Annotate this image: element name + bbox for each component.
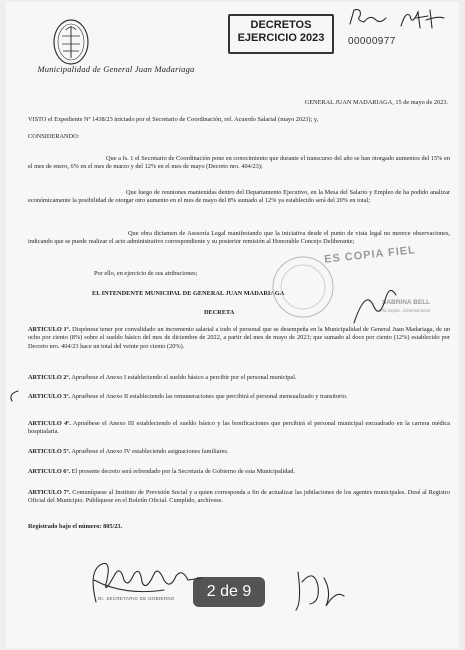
registrado-line: Registrado bajo el número: 805/23. [28,523,123,530]
considerando-paragraph-2: Que luego de reuniones mantenidas dentro del Departamento Ejecutivo, en la Mesa del Salario y Empleo de ha podido analizar económicamente la posibilidad de otorgar otro aumento en el mes de mayo del 8% sumado al 12% ya establecido será del 20% en total; [28,189,450,205]
articulo-4-label: ARTICULO 4º. [28,420,71,427]
articulo-4-text: Apruébese el Anexo III estableciendo el sueldo básico y las bonificaciones que percibirá el personal municipal encuadrado en la carrera médica hospitalaria. [28,420,450,436]
articulo-3 [28,393,450,401]
date-line: GENERAL JUAN MADARIAGA, 15 de mayo de 2023. [304,99,448,106]
articulo-6-label: ARTICULO 6º. [28,468,71,475]
articulo-7 [28,489,450,506]
stamp-line-1: DECRETOS [250,19,312,31]
articulo-6 [28,468,450,476]
por-ello-line: Por ello, en ejercicio de sus atribuciones; [94,270,198,277]
articulo-3-label: ARTICULO 3º. [28,393,71,400]
visto-paragraph: VISTO el Expediente Nº 1438/23 iniciado por el Secretario de Coordinación, ref. Acuerdo Salarial (mayo 2023); y, [28,116,319,123]
page-indicator: 2 de 9 [193,577,265,607]
stamp-line-2: EJERCICIO 2023 [237,32,325,44]
articulo-5-label: ARTICULO 5º. [28,448,71,455]
articulo-7-text: Comuníquese al Instituto de Previsión Social y a quien corresponda a fin de actualizar las jubilaciones de los agentes municipales. Desé al Registro Oficial del Municipio. Publíquese en el Boletín Oficial. Cumplido, archívese. [28,489,450,505]
handwritten-initials-icon [346,6,451,32]
signature-right-icon [284,562,354,614]
round-seal-icon [268,252,338,322]
articulo-5 [28,448,450,456]
municipality-name: Municipalidad de General Juan Madariaga [37,64,195,74]
copy-stamp: ES COPIA FIEL [323,244,417,266]
considerando-paragraph-1: Que a fs. 1 el Secretario de Coordinación pone en conocimiento que durante el transcurso del año se han otorgado aumentos del 15% en el mes de enero, 6% en el mes de marzo y del 12% en el mes de mayo (Decreto nro. 404/23); [28,155,450,171]
margin-mark-icon [6,388,22,404]
overlay-signature-icon [346,277,416,327]
considerando-heading: CONSIDERANDO: [28,133,80,140]
articulo-3-text: Apruébese el Anexo II estableciendo las remuneraciones que percibirá el personal mensualizado y transitorio. [71,393,348,400]
articulo-2-text: Apruébese el Anexo I estableciendo el sueldo básico a percibir por el personal municipal. [71,374,297,381]
articulo-2-label: ARTICULO 2º. [28,374,71,381]
intendente-heading: EL INTENDENTE MUNICIPAL DE GENERAL JUAN MADARIAGA [92,290,285,297]
decreta-heading: DECRETA [204,309,235,316]
document-page [6,2,459,648]
articulo-1-label: ARTICULO 1º. [28,326,71,333]
municipal-logo-icon [36,14,106,70]
stamp-name: SABRINA BELL [382,299,431,306]
articulo-7-label: ARTICULO 7º. [28,489,71,496]
articulo-1 [28,326,450,351]
stamp-role: Jefa Depto. Administrativo [378,308,431,313]
articulo-4 [28,420,450,437]
signature-caption: Dr. SECRETARIO DE GOBIERNO [98,596,175,601]
articulo-5-text: Apruébese el Anexo IV estableciendo asignaciones familiares. [71,448,229,455]
decretos-stamp [228,14,334,54]
articulo-6-text: El presente decreto será refrendado por la Secretaría de Gobierno de esta Municipalidad. [71,468,295,475]
articulo-2 [28,374,450,382]
considerando-paragraph-3: Que obra dictamen de Asesoría Legal manifestando que la iniciativa desde el punto de vista legal no merece observaciones, indicando que se puede realizar el acto administrativo correspondiente y su posterior remisión al Honorable Concejo Deliberante; [28,230,450,246]
articulo-1-text: Dispónese tener por convalidado un incremento salarial a todo el personal que se desempeña en la Municipalidad de General Juan Madariaga, de un ocho por ciento (8%) sobre el sueldo básico del mes de diciembre de 2022, a partir del mes de mayo de 2023; que sumado al doce por ciento (12%) establecido por Decreto nro. 404/23 hace un total del veinte por ciento (20%). [28,326,451,350]
document-number: 00000977 [348,36,396,47]
